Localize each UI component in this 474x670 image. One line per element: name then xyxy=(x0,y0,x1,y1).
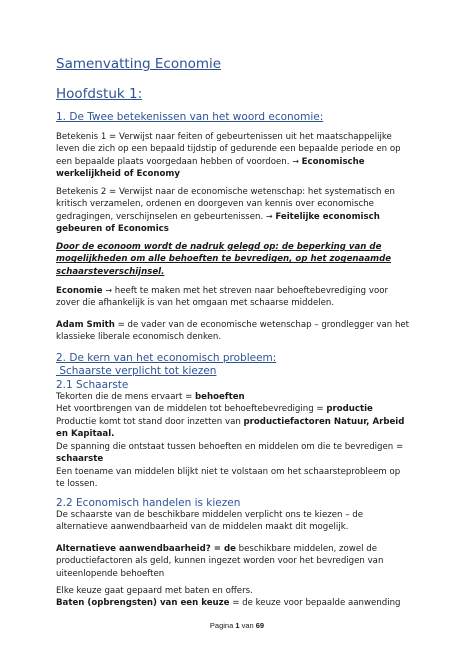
aanwendbaarheid-term: de xyxy=(223,544,236,554)
baten-term: Baten (opbrengsten) van een keuze xyxy=(56,598,230,609)
betekenis-2-line: kritisch verzamelen, ordenen en doorgeven van kennis over economische xyxy=(56,199,374,210)
baten-line: Elke keuze gaat gepaard met baten en offers. xyxy=(56,586,253,596)
current-page-number: 1 xyxy=(235,621,240,630)
baten-paragraph xyxy=(56,585,424,610)
adam-smith-definition xyxy=(56,319,424,344)
betekenis-1-term: werkelijkheid of Economy xyxy=(56,169,180,180)
betekenis-2-term: gebeuren of Economics xyxy=(56,224,169,235)
baten-line: = de keuze voor bepaalde aanwending xyxy=(229,598,401,609)
subsection-2-2-heading: 2.2 Economisch handelen is kiezen xyxy=(56,497,241,509)
quote-line: schaarsteverschijnsel. xyxy=(56,266,165,277)
total-page-count: 69 xyxy=(255,621,265,630)
page-footer xyxy=(0,621,474,630)
schaarste-line: De spanning die ontstaat tussen behoeften en middelen om die te bevredigen = xyxy=(56,441,404,452)
schaarste-line: Het voortbrengen van de middelen tot behoeftebevrediging = xyxy=(56,404,327,415)
betekenis-1-text: Verwijst naar feiten of gebeurtenissen uit het maatschappelijke xyxy=(118,132,392,142)
section-2-heading xyxy=(56,352,276,378)
chapter-heading: Hoofdstuk 1: xyxy=(56,86,143,102)
footer-label: van xyxy=(239,621,256,630)
economie-definition xyxy=(56,285,424,310)
betekenis-1-line: een bepaalde plaats voorgedaan hebben of voordoen. xyxy=(56,156,290,167)
betekenis-1-paragraph xyxy=(56,131,424,181)
document-title: Samenvatting Economie xyxy=(56,56,222,72)
kiezen-paragraph xyxy=(56,509,424,534)
schaarste-line: Productie komt tot stand door inzetten van xyxy=(56,416,244,427)
kiezen-line: alternatieve aanwendbaarheid van de middelen maakt dit mogelijk. xyxy=(56,522,349,533)
aanwendbaarheid-line: beschikbare middelen, zowel de xyxy=(235,544,377,554)
betekenis-2-term: Feitelijke economisch xyxy=(275,211,380,222)
betekenis-2-line: Betekenis 2 = Verwijst naar de economische wetenschap: het systematisch en xyxy=(56,187,395,197)
toename-line: Een toename van middelen blijkt niet te volstaan om het schaarsteprobleem op xyxy=(56,467,401,477)
section-1-heading: 1. De Twee betekenissen van het woord economie: xyxy=(56,111,324,123)
adam-smith-text: = de vader van de economische wetenschap – grondlegger van het xyxy=(114,320,410,330)
schaarste-term: schaarste xyxy=(56,454,104,465)
productie-term: productie xyxy=(326,404,373,415)
footer-label: Pagina xyxy=(209,621,236,630)
adam-smith-term: Adam Smith xyxy=(56,320,115,330)
schaarste-paragraph xyxy=(56,391,424,465)
section-2-heading-line: Schaarste verplicht tot kiezen xyxy=(56,365,217,377)
behoeften-term: behoeften xyxy=(195,392,245,402)
quote-line: Door de econoom wordt de nadruk gelegd op: de beperking van de xyxy=(56,242,382,252)
aanwendbaarheid-line: uiteenlopende behoeften xyxy=(56,568,165,579)
betekenis-1-label: Betekenis 1 = xyxy=(56,132,119,142)
productiefactoren-term: productiefactoren Natuur, Arbeid xyxy=(243,416,405,427)
section-2-heading-line: 2. De kern van het economisch probleem: xyxy=(56,352,277,364)
economie-term: Economie xyxy=(56,286,103,296)
aanwendbaarheid-paragraph xyxy=(56,543,424,580)
economie-definition-text: heeft te maken met het streven naar behoeftebevrediging voor xyxy=(112,286,388,296)
betekenis-2-paragraph xyxy=(56,186,424,236)
adam-smith-text: klassieke liberale economisch denken. xyxy=(56,332,222,343)
aanwendbaarheid-line: productiefactoren als geld, kunnen ingezet worden voor het bevredigen van xyxy=(56,556,384,567)
aanwendbaarheid-term: Alternatieve aanwendbaarheid? = xyxy=(56,544,224,554)
betekenis-2-line: gedragingen, verschijnselen en gebeurtenissen. xyxy=(56,211,264,222)
kiezen-line: De schaarste van de beschikbare middelen verplicht ons te kiezen – de xyxy=(56,510,363,520)
arrow-right-icon: → xyxy=(292,156,299,166)
emphasis-quote xyxy=(56,241,424,278)
toename-paragraph xyxy=(56,466,424,491)
subsection-2-1-heading: 2.1 Schaarste xyxy=(56,379,129,391)
betekenis-1-line: leven die zich op een bepaald tijdstip of gedurende een bepaalde periode en op xyxy=(56,144,401,155)
toename-line: te lossen. xyxy=(56,479,98,490)
productiefactoren-term: en Kapitaal. xyxy=(56,429,115,440)
schaarste-line: Tekorten die de mens ervaart = xyxy=(56,392,196,402)
economie-definition-text: zover die afhankelijk is van het omgaan met schaarse middelen. xyxy=(56,298,335,309)
betekenis-1-term: Economische xyxy=(301,156,365,167)
arrow-right-icon: → xyxy=(265,211,273,221)
quote-line: mogelijkheden om alle behoeften te bevredigen, op het zogenaamde xyxy=(56,254,392,265)
arrow-right-icon: → xyxy=(105,286,113,295)
